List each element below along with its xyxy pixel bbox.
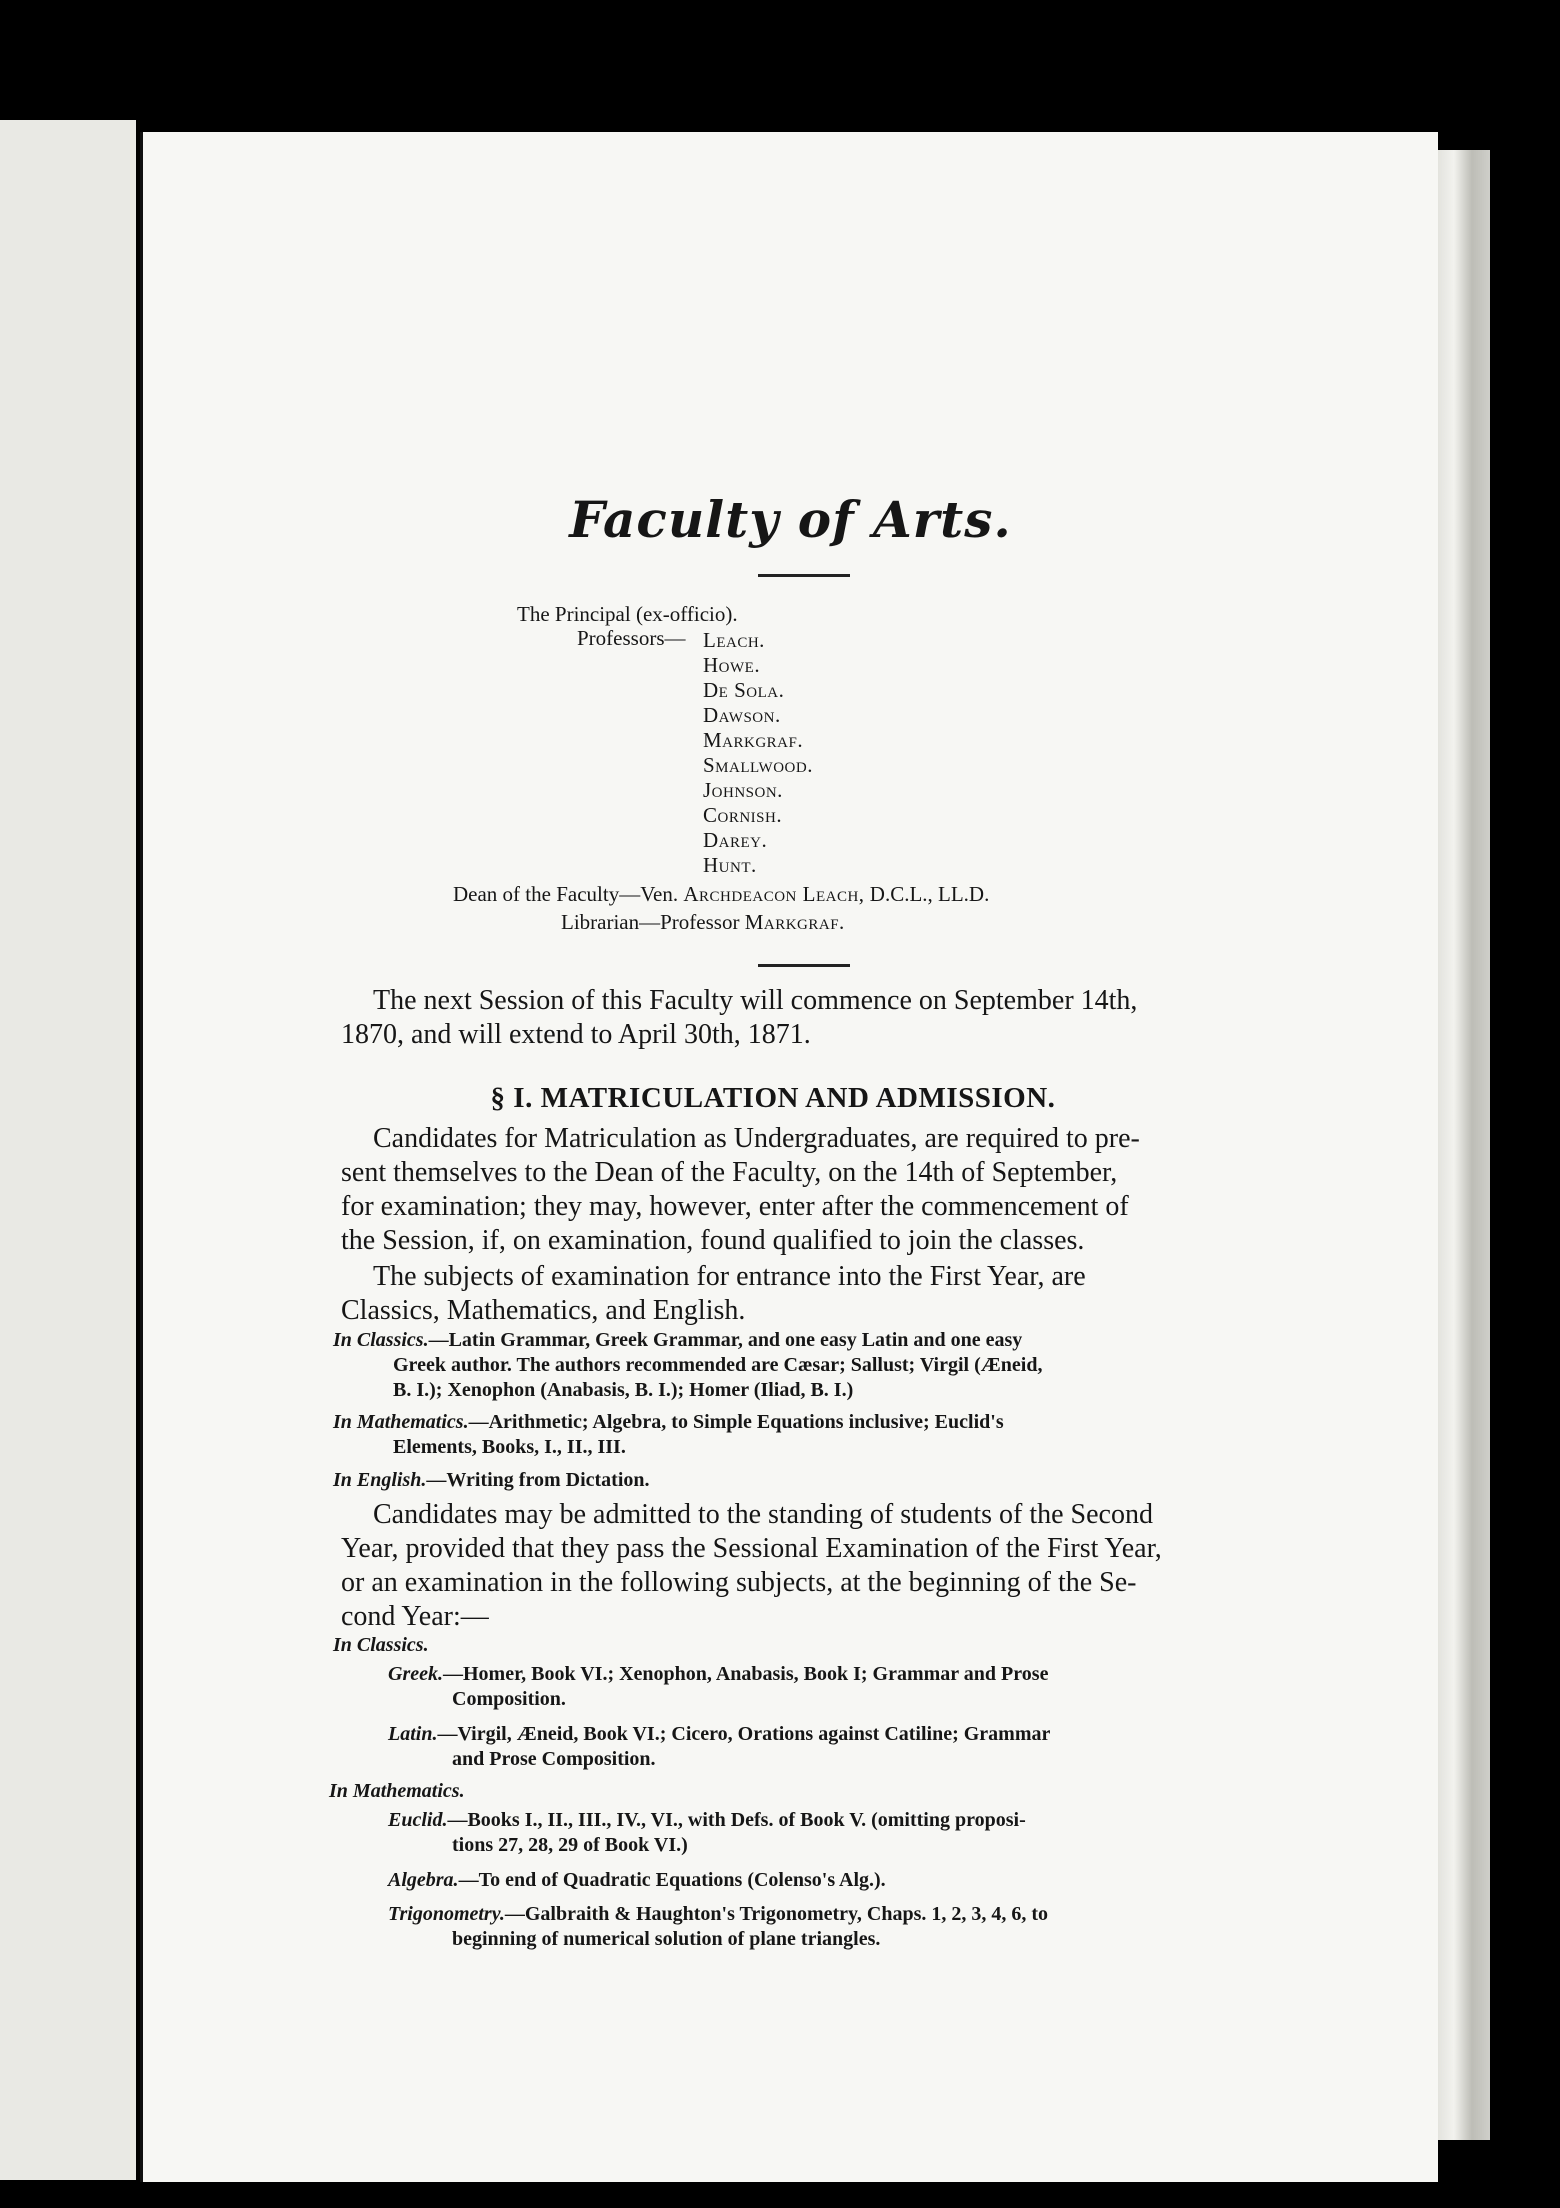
principal-line: The Principal (ex-officio). xyxy=(517,602,738,626)
page-title: Faculty of Arts. xyxy=(569,490,1012,549)
professors-label: Professors— xyxy=(577,626,686,650)
second-year-classics-label: In Classics. xyxy=(333,1634,429,1656)
classics-label: In Classics. xyxy=(333,1329,429,1351)
algebra-label: Algebra. xyxy=(388,1869,459,1891)
document-page xyxy=(140,132,1438,2182)
session-line: The next Session of this Faculty will commence on September 14th, xyxy=(373,985,1138,1016)
paragraph-line: the Session, if, on examination, found qualified to join the classes. xyxy=(341,1225,1085,1256)
entrance-english xyxy=(333,1468,1263,1493)
session-line: 1870, and will extend to April 30th, 1871. xyxy=(341,1019,811,1050)
latin-text: —Virgil, Æneid, Book VI.; Cicero, Orations against Catiline; Grammar xyxy=(437,1723,1051,1745)
second-year-paragraph xyxy=(341,1498,1261,1634)
professor-name: Darey. xyxy=(703,828,768,852)
euclid-label: Euclid. xyxy=(388,1809,448,1831)
latin-text: and Prose Composition. xyxy=(452,1748,656,1770)
section-heading: § I. MATRICULATION AND ADMISSION. xyxy=(490,1082,1056,1114)
paragraph-line: Year, provided that they pass the Sessional Examination of the First Year, xyxy=(341,1533,1162,1564)
page-stack-edge xyxy=(1430,150,1490,2140)
english-text: —Writing from Dictation. xyxy=(426,1469,650,1491)
classics-text: B. I.); Xenophon (Anabasis, B. I.); Homer (Iliad, B. I.) xyxy=(393,1379,854,1401)
dean-line xyxy=(453,884,989,905)
librarian-label: Librarian—Professor xyxy=(561,910,740,934)
mathematics-text: Elements, Books, I., II., III. xyxy=(393,1436,626,1458)
professor-name: Dawson. xyxy=(703,703,781,727)
entrance-mathematics xyxy=(333,1410,1263,1460)
subjects-paragraph xyxy=(341,1260,1261,1328)
classics-text: —Latin Grammar, Greek Grammar, and one easy Latin and one easy xyxy=(428,1329,1023,1351)
english-label: In English. xyxy=(333,1469,427,1491)
latin-requirements xyxy=(388,1722,1268,1772)
trigonometry-text: —Galbraith & Haughton's Trigonometry, Chaps. 1, 2, 3, 4, 6, to xyxy=(504,1903,1049,1925)
greek-text: —Homer, Book VI.; Xenophon, Anabasis, Book I; Grammar and Prose xyxy=(442,1663,1049,1685)
librarian-line xyxy=(561,912,845,933)
paragraph-line: Candidates for Matriculation as Undergraduates, are required to pre- xyxy=(373,1123,1140,1154)
paragraph-line: for examination; they may, however, enter after the commencement of xyxy=(341,1191,1129,1222)
euclid-text: —Books I., II., III., IV., VI., with Defs. of Book V. (omitting proposi- xyxy=(447,1809,1026,1831)
greek-label: Greek. xyxy=(388,1663,443,1685)
paragraph-line: Classics, Mathematics, and English. xyxy=(341,1295,746,1326)
professor-name: Smallwood. xyxy=(703,753,813,777)
trigonometry-requirements xyxy=(388,1902,1268,1952)
second-year-mathematics-label: In Mathematics. xyxy=(329,1780,465,1802)
session-paragraph xyxy=(341,984,1261,1052)
dean-name: Archdeacon Leach, xyxy=(683,882,865,906)
mathematics-text: —Arithmetic; Algebra, to Simple Equations inclusive; Euclid's xyxy=(468,1411,1004,1433)
euclid-text: tions 27, 28, 29 of Book VI.) xyxy=(452,1834,688,1856)
section-rule xyxy=(758,964,850,967)
paragraph-line: or an examination in the following subjects, at the beginning of the Se- xyxy=(341,1567,1137,1598)
paragraph-line: Candidates may be admitted to the standing of students of the Second xyxy=(373,1499,1153,1530)
entrance-classics xyxy=(333,1328,1263,1403)
greek-requirements xyxy=(388,1662,1268,1712)
title-rule xyxy=(758,574,850,577)
classics-text: Greek author. The authors recommended are Cæsar; Sallust; Virgil (Æneid, xyxy=(393,1354,1043,1376)
professor-name: Leach. xyxy=(703,628,765,652)
professor-name: Markgraf. xyxy=(703,728,804,752)
dean-label: Dean of the Faculty—Ven. xyxy=(453,882,679,906)
matriculation-paragraph xyxy=(341,1122,1261,1258)
librarian-name: Markgraf. xyxy=(744,910,845,934)
professor-name: De Sola. xyxy=(703,678,785,702)
trigonometry-text: beginning of numerical solution of plane triangles. xyxy=(452,1928,881,1950)
professor-name: Johnson. xyxy=(703,778,783,802)
euclid-requirements xyxy=(388,1808,1268,1858)
professor-name: Hunt. xyxy=(703,853,757,877)
professor-name: Howe. xyxy=(703,653,761,677)
algebra-requirements xyxy=(388,1868,1268,1893)
mathematics-label: In Mathematics. xyxy=(333,1411,469,1433)
paragraph-line: The subjects of examination for entrance into the First Year, are xyxy=(373,1261,1086,1292)
algebra-text: —To end of Quadratic Equations (Colenso's Alg.). xyxy=(458,1869,886,1891)
paragraph-line: cond Year:— xyxy=(341,1601,489,1632)
greek-text: Composition. xyxy=(452,1688,566,1710)
paragraph-line: sent themselves to the Dean of the Faculty, on the 14th of September, xyxy=(341,1157,1118,1188)
facing-page-edge xyxy=(0,120,136,2180)
dean-degrees: D.C.L., LL.D. xyxy=(869,882,990,906)
latin-label: Latin. xyxy=(388,1723,438,1745)
trigonometry-label: Trigonometry. xyxy=(388,1903,505,1925)
professor-name: Cornish. xyxy=(703,803,783,827)
